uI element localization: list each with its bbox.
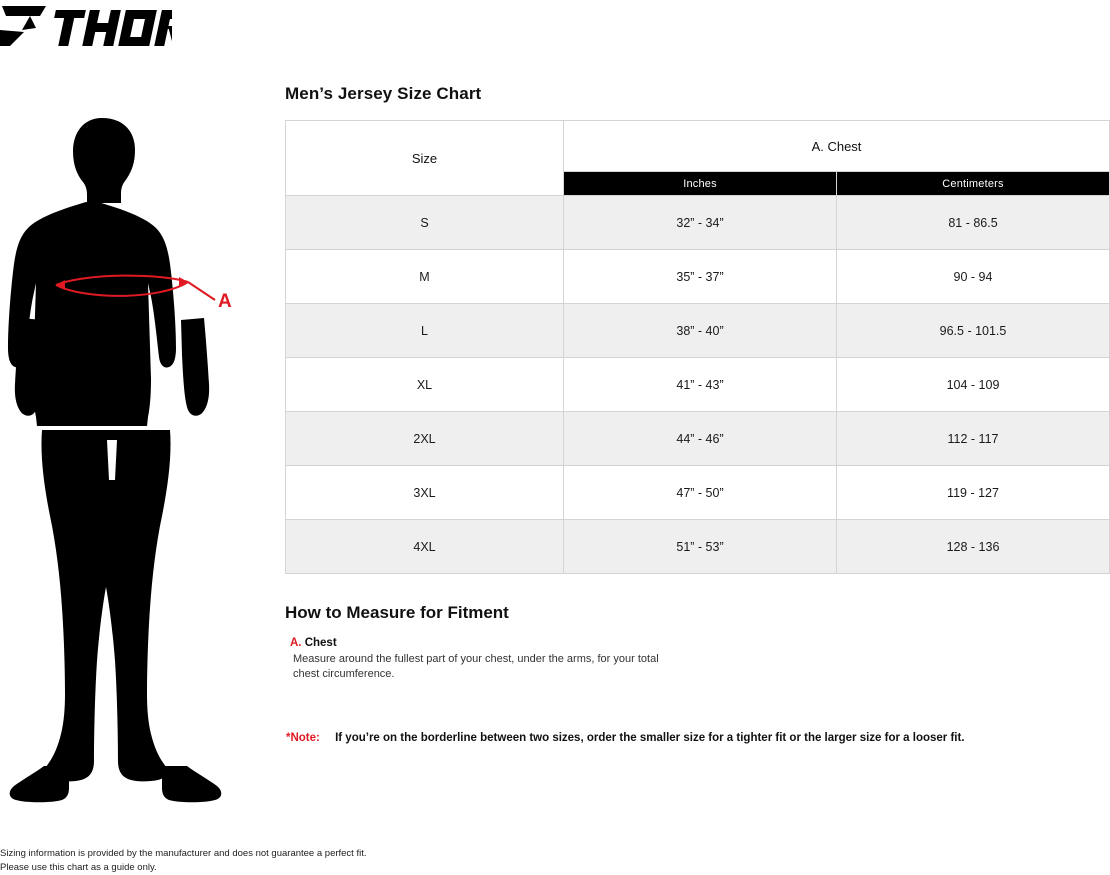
footer-line-1: Sizing information is provided by the manufacturer and does not guarantee a perfect fit. — [0, 848, 367, 859]
header-inches: Inches — [564, 172, 837, 196]
cell-size: M — [286, 250, 564, 304]
measure-item-heading — [290, 637, 1110, 649]
cell-size: 3XL — [286, 466, 564, 520]
chest-callout-label: A — [218, 291, 232, 312]
cell-inches: 32” - 34” — [564, 196, 837, 250]
size-chart-table — [285, 120, 1110, 574]
cell-size: 2XL — [286, 412, 564, 466]
cell-inches: 47” - 50” — [564, 466, 837, 520]
header-size: Size — [286, 121, 564, 196]
note-text: If you’re on the borderline between two sizes, order the smaller size for a tighter fit or the larger size for a looser fit. — [335, 732, 965, 745]
cell-size: L — [286, 304, 564, 358]
cell-inches: 44” - 46” — [564, 412, 837, 466]
cell-centimeters: 81 - 86.5 — [837, 196, 1110, 250]
measure-item-name: Chest — [304, 637, 337, 649]
table-row — [286, 250, 1110, 304]
table-row — [286, 196, 1110, 250]
cell-size: S — [286, 196, 564, 250]
page-title: Men’s Jersey Size Chart — [285, 84, 482, 103]
table-row — [286, 304, 1110, 358]
cell-size: 4XL — [286, 520, 564, 574]
cell-size: XL — [286, 358, 564, 412]
thor-logo — [0, 0, 172, 56]
cell-inches: 51” - 53” — [564, 520, 837, 574]
measure-item-letter: A. — [290, 637, 302, 649]
note — [286, 732, 1110, 744]
header-centimeters: Centimeters — [837, 172, 1110, 196]
cell-centimeters: 96.5 - 101.5 — [837, 304, 1110, 358]
cell-centimeters: 90 - 94 — [837, 250, 1110, 304]
cell-centimeters: 119 - 127 — [837, 466, 1110, 520]
how-to-measure-title: How to Measure for Fitment — [285, 603, 509, 622]
note-label: *Note: — [286, 732, 320, 745]
header-chest-group: A. Chest — [564, 121, 1110, 172]
table-head — [286, 121, 1110, 196]
cell-centimeters: 104 - 109 — [837, 358, 1110, 412]
body-figure — [0, 110, 265, 820]
cell-centimeters: 112 - 117 — [837, 412, 1110, 466]
table-row — [286, 466, 1110, 520]
measure-item-chest — [290, 637, 1110, 682]
cell-centimeters: 128 - 136 — [837, 520, 1110, 574]
measure-item-description: Measure around the fullest part of your chest, under the arms, for your total chest circumference. — [293, 653, 659, 681]
table-row — [286, 520, 1110, 574]
cell-inches: 35” - 37” — [564, 250, 837, 304]
table-body — [286, 196, 1110, 574]
table-header-row — [286, 121, 1110, 172]
table-row — [286, 412, 1110, 466]
table-row — [286, 358, 1110, 412]
cell-inches: 41” - 43” — [564, 358, 837, 412]
footer-line-2: Please use this chart as a guide only. — [0, 861, 157, 873]
main-content — [285, 84, 1110, 744]
footer-disclaimer — [0, 847, 367, 875]
cell-inches: 38” - 40” — [564, 304, 837, 358]
